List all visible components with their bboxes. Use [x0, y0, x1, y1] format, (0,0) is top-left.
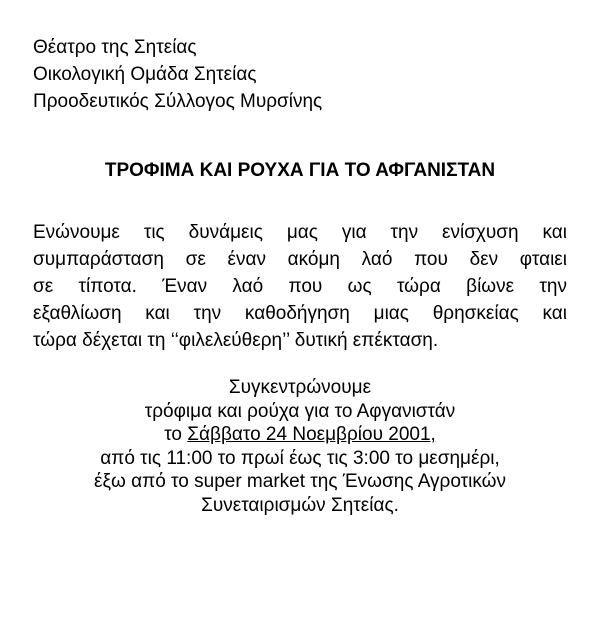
announcement-heading: Συγκεντρώνουμε [228, 377, 372, 398]
body-paragraph [33, 219, 567, 354]
body-line: Ενώνουμε τις δυνάμεις μας για την ενίσχυση και [33, 222, 567, 243]
body-line: σε τίποτα. Έναν λαό που ως τώρα βίωνε την [33, 276, 567, 297]
announcement-date-line [0, 423, 600, 447]
announcement-time: από τις 11:00 το πρωί έως τις 3:00 το μεσημέρι, [100, 447, 500, 469]
organizer-theatre: Θέατρο της Σητείας [33, 37, 197, 58]
event-date: Σάββατο 24 Νοεμβρίου 2001, [187, 424, 436, 445]
organizer-progressive-association: Προοδευτικός Σύλλογος Μυρσίνης [33, 91, 323, 112]
organizers-block [33, 34, 322, 115]
announcement-block [0, 376, 600, 517]
organizer-ecology-group: Οικολογική Ομάδα Σητείας [33, 64, 257, 85]
flyer-title: ΤΡΟΦΙΜΑ ΚΑΙ ΡΟΥΧΑ ΓΙΑ ΤΟ ΑΦΓΑΝΙΣΤΑΝ [104, 160, 496, 181]
body-line: τώρα δέχεται τη ‘‘φιλελεύθερη’’ δυτική επέκταση. [33, 330, 439, 351]
announcement-items: τρόφιμα και ρούχα για το Αφγανιστάν [144, 400, 456, 422]
body-line: εξαθλίωση και την καθοδήγηση μιας θρησκείας και [33, 303, 567, 324]
announcement-location-cont: Συνεταιρισμών Σητείας. [201, 494, 399, 516]
date-prefix: το [164, 424, 188, 445]
announcement-location: έξω από το super market της Ένωσης Αγροτικών [94, 471, 506, 492]
body-line: συμπαράσταση σε έναν ακόμη λαό που δεν φταιει [33, 249, 567, 270]
